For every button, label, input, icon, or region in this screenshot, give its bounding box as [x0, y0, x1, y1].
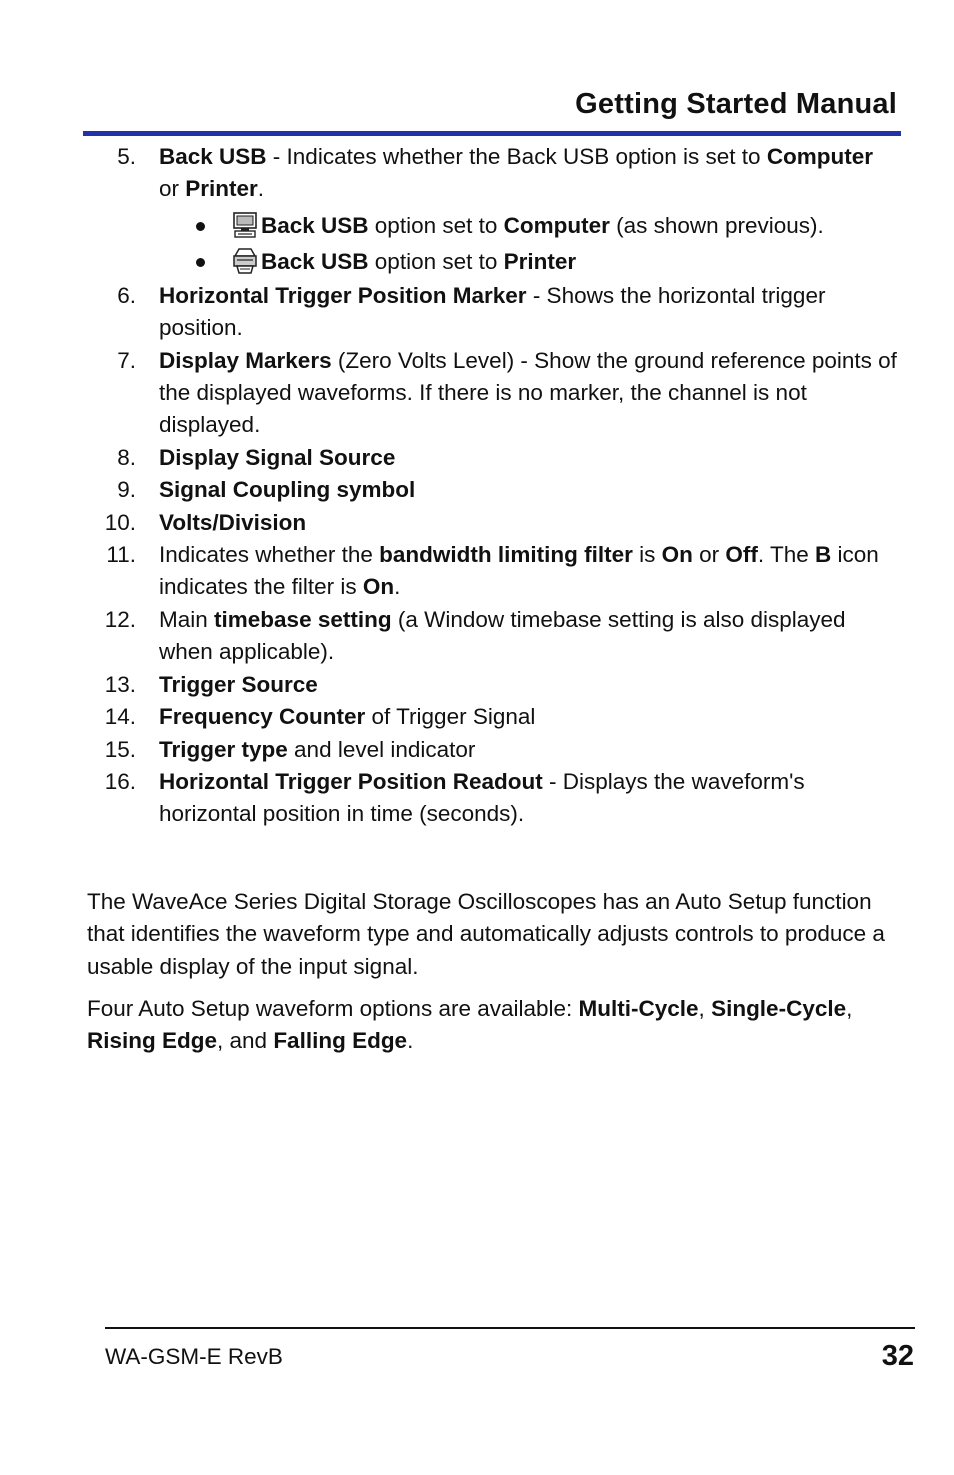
- list-item-text: Indicates whether the bandwidth limiting filter is On or Off. The B icon indicates the filter is On.: [159, 542, 879, 600]
- option-multi-cycle: Multi-Cycle: [578, 996, 699, 1021]
- body-paragraph: Four Auto Setup waveform options are available: Multi-Cycle, Single-Cycle, Rising Edge, and Falling Edge.: [87, 996, 853, 1054]
- list-item: [0, 604, 954, 669]
- list-item: [0, 141, 954, 280]
- list-item: [0, 345, 954, 442]
- page-number: 32: [881, 1340, 914, 1372]
- list-item-text: Frequency Counter of Trigger Signal: [159, 704, 536, 730]
- list-item-number: 9.: [117, 477, 136, 503]
- list-item-text: Trigger type and level indicator: [159, 736, 476, 762]
- list-item-number: 13.: [104, 671, 136, 697]
- list-item-text: Signal Coupling symbol: [159, 477, 416, 503]
- body-paragraph: The WaveAce Series Digital Storage Oscilloscopes has an Auto Setup function that identifies the waveform type and automatically adjusts controls to produce a usable display of the input signal.: [87, 889, 885, 979]
- bullet-item: Back USB option set to Computer (as shown previous).: [0, 208, 954, 244]
- list-item: [0, 507, 954, 539]
- bullet-dot: [196, 222, 205, 231]
- list-item-text: Horizontal Trigger Position Marker - Shows the horizontal trigger position.: [159, 282, 826, 341]
- header-rule: [83, 131, 901, 136]
- list-item-text: Main timebase setting (a Window timebase setting is also displayed when applicable).: [159, 606, 846, 665]
- list-item: [0, 442, 954, 474]
- list-item-text: Trigger Source: [159, 671, 318, 697]
- bullet-list: [0, 208, 954, 280]
- page-header-title: Getting Started Manual: [575, 88, 897, 120]
- list-item-number: 10.: [104, 509, 136, 535]
- list-item-text: Display Markers (Zero Volts Level) - Show the ground reference points of the displayed waveforms. If there is no marker, the channel is not displayed.: [159, 347, 897, 438]
- list-item-number: 15.: [104, 736, 136, 762]
- computer-icon: [231, 211, 259, 239]
- footer-doc-id: WA-GSM-E RevB: [105, 1344, 283, 1369]
- list-item-number: 16.: [104, 768, 136, 794]
- list-item: [0, 669, 954, 701]
- list-item-text: Horizontal Trigger Position Readout - Displays the waveform's horizontal position in time (seconds).: [159, 768, 805, 827]
- bullet-item: Back USB option set to Printer: [0, 244, 954, 280]
- footer-rule: [105, 1327, 915, 1329]
- option-single-cycle: Single-Cycle: [711, 996, 847, 1021]
- list-item: [0, 701, 954, 733]
- list-item: [0, 766, 954, 831]
- list-item-number: 12.: [104, 606, 136, 632]
- list-item-number: 14.: [104, 704, 136, 730]
- list-item-number: 7.: [117, 347, 136, 373]
- list-item: [0, 474, 954, 506]
- list-item: [0, 539, 954, 604]
- list-item: [0, 734, 954, 766]
- list-item-number: 6.: [117, 282, 136, 308]
- list-item: [0, 280, 954, 345]
- list-item-text: Volts/Division: [159, 509, 307, 535]
- numbered-list: [0, 141, 954, 831]
- option-rising-edge: Rising Edge: [87, 1028, 218, 1054]
- list-item-number: 11.: [106, 542, 136, 568]
- printer-icon: [231, 247, 259, 275]
- list-item-number: 8.: [117, 444, 136, 470]
- list-item-number: 5.: [117, 144, 136, 169]
- list-item-text: Back USB - Indicates whether the Back USB option is set to Computer or Printer.: [159, 144, 874, 202]
- term: Back USB: [159, 144, 267, 169]
- list-item-text: Display Signal Source: [159, 444, 396, 470]
- option-falling-edge: Falling Edge: [273, 1028, 408, 1054]
- bullet-dot: [196, 258, 205, 267]
